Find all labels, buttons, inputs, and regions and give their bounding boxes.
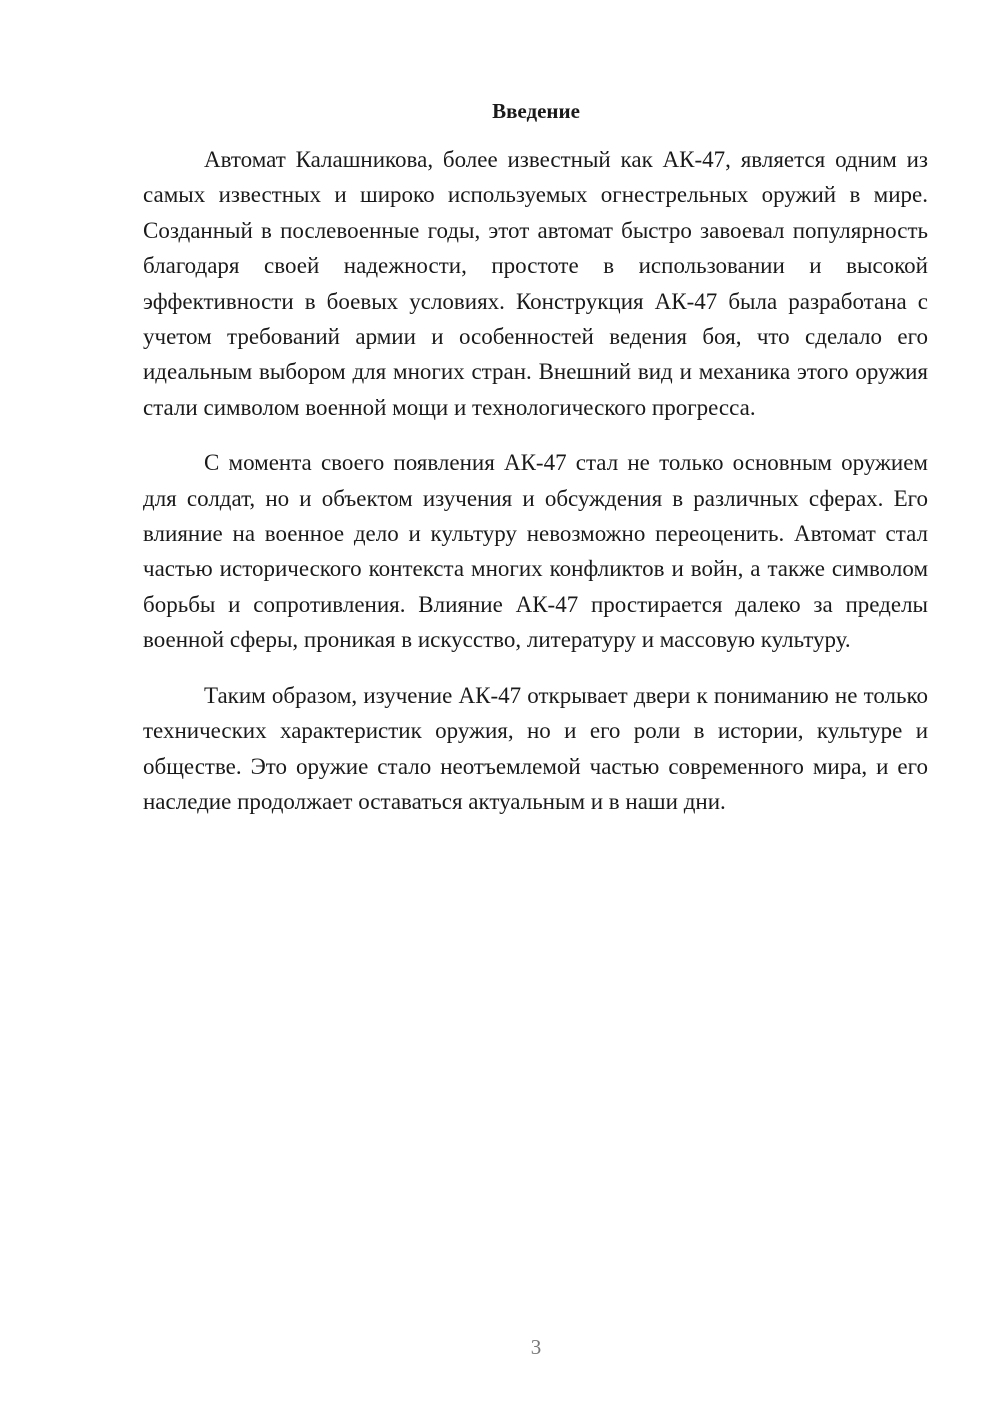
paragraph-2: С момента своего появления АК-47 стал не только основным оружием для солдат, но и объектом изучения и обсуждения в различных сферах. Его влияние на военное дело и культуру невозможно переоценить. Автомат стал частью исторического контекста многих конфликтов и войн, а также символом борьбы и сопротивления. Влияние АК-47 простирается далеко за пределы военной сферы, проникая в искусство, литературу и массовую культуру. — [143, 450, 928, 653]
paragraph-1: Автомат Калашникова, более известный как АК-47, является одним из самых известных и широко используемых огнестрельных оружий в мире. Созданный в послевоенные годы, этот автомат быстро завоевал популярность благодаря своей надежности, простоте в использовании и высокой эффективности в боевых условиях. Конструкция АК-47 была разработана с учетом требований армии и особенностей ведения боя, что сделало его идеальным выбором для многих стран. Внешний вид и механика этого оружия стали символом военной мощи и технологического прогресса. — [143, 147, 928, 420]
section-title: Введение — [492, 99, 580, 123]
document-body — [143, 142, 928, 839]
page-number: 3 — [530, 1335, 542, 1359]
paragraph-3: Таким образом, изучение АК-47 открывает двери к пониманию не только технических характеристик оружия, но и его роли в истории, культуре и обществе. Это оружие стало неотъемлемой частью современного мира, и его наследие продолжает оставаться актуальным и в наши дни. — [143, 682, 928, 814]
